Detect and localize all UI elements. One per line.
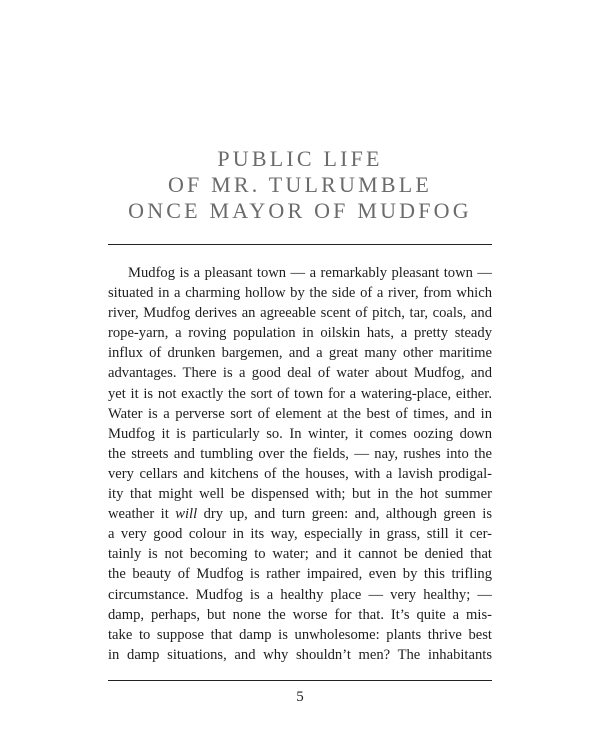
text-line: ity that might well be dispensed with; but in the hot summer	[108, 486, 492, 503]
chapter-title-line-2: OF MR. TULRUMBLE	[167, 172, 433, 197]
text-line: take to suppose that damp is unwholesome: plants thrive best	[108, 626, 492, 643]
text-line: rope-yarn, a roving population in oilskin hats, a pretty steady	[108, 325, 492, 342]
text-line: the streets and tumbling over the fields, — nay, rushes into the	[108, 445, 492, 462]
text-line: advantages. There is a good deal of water about Mudfog, and	[108, 365, 492, 382]
text-segment: dry up, and turn green: and, although green is	[197, 506, 492, 523]
text-line: situated in a charming hollow by the side of a river, from which	[108, 285, 492, 302]
page-number: 5	[296, 689, 304, 705]
text-line: Water is a perverse sort of element at the best of times, and in	[108, 405, 492, 422]
bottom-rule	[108, 680, 492, 681]
text-line: circumstance. Mudfog is a healthy place — very healthy; —	[108, 586, 492, 603]
body-text	[108, 263, 492, 665]
text-line: Mudfog it is particularly so. In winter, it comes oozing down	[108, 425, 492, 442]
text-segment: weather it	[108, 506, 176, 523]
chapter-title-line-3: ONCE MAYOR OF MUDFOG	[128, 198, 472, 223]
text-line: tainly is not becoming to water; and it cannot be denied that	[108, 546, 492, 563]
chapter-title	[0, 146, 600, 224]
top-rule	[108, 244, 492, 245]
text-line: a very good colour in its way, especially in grass, still it cer-	[108, 526, 492, 543]
text-line: in damp situations, and why shouldn’t men? The inhabitants	[108, 646, 492, 663]
chapter-title-line-1: PUBLIC LIFE	[217, 146, 383, 171]
text-line: river, Mudfog derives an agreeable scent of pitch, tar, coals, and	[108, 305, 492, 322]
text-line: the beauty of Mudfog is rather impaired, even by this trifling	[108, 566, 492, 583]
text-line: very cellars and kitchens of the houses, with a lavish prodigal-	[108, 465, 492, 482]
text-line: yet it is not exactly the sort of town for a watering-place, either.	[108, 385, 492, 402]
text-line: influx of drunken bargemen, and a great many other maritime	[108, 345, 492, 362]
emphasis-word: will	[175, 506, 198, 523]
text-line	[108, 504, 492, 524]
text-line: damp, perhaps, but none the worse for that. It’s quite a mis-	[108, 606, 492, 623]
text-line: Mudfog is a pleasant town — a remarkably pleasant town —	[128, 265, 492, 281]
